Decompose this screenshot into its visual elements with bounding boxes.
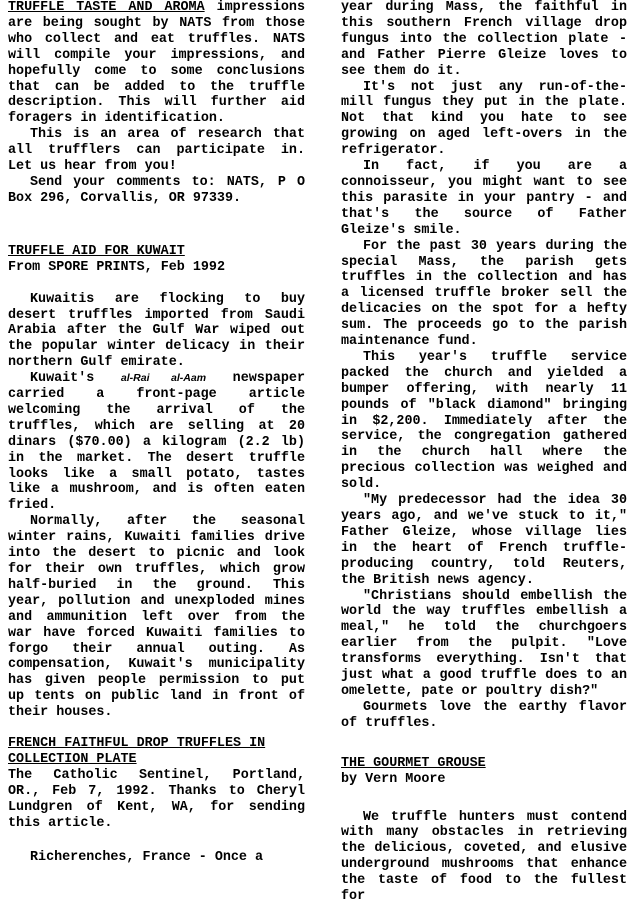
source-line: From SPORE PRINTS, Feb 1992 [8,259,225,275]
paragraph: In fact, if you are a connoisseur, you might want to see this parasite in your pantry - and that's the source of Father Gleize's smile. [341,159,627,238]
paragraph: We truffle hunters must contend with many obstacles in retrieving the delicious, coveted, and elusive underground mushrooms that enhance the taste of food to the fullest for [341,809,627,905]
headline-gourmet-grouse: THE GOURMET GROUSE [341,755,486,771]
paragraph: It's not just any run-of-the-mill fungus they put in the plate. Not that kind you hate to see growing on aged left-overs in the refrigerator. [341,79,627,159]
paragraph: impressions are being sought by NATS from those who collect and eat truffles. NATS will compile your impressions, and hopefully come to some conclusions that can be added to the truffle description. This will further aid foragers in identification. [8,0,305,127]
paragraph: Richerenches, France - Once a [30,849,264,865]
byline: by Vern Moore [341,771,446,787]
article-truffle-taste [8,0,305,127]
dateline: Richerenches, France [30,849,191,865]
source-name: SPORE PRINTS [48,259,145,275]
paragraph: Send your comments to: NATS, P O Box 296, Corvallis, OR 97339. [8,174,305,206]
paragraph: Gourmets love the earthy flavor of truffles. [341,699,627,731]
right-column [341,0,627,905]
source-name: The Catholic Sentinel [8,767,204,783]
headline-french-faithful: FRENCH FAITHFUL DROP TRUFFLES IN COLLECTION PLATE [8,736,266,767]
paragraph: Kuwaitis are flocking to buy desert truffles imported from Saudi Arabia after the Gulf War wiped out the popular winter delicacy in their northern Gulf emirate. [8,291,305,371]
paragraph: year during Mass, the faithful in this southern French village drop fungus into the collection plate - and Father Pierre Gleize loves to see them do it. [341,0,627,79]
left-column [8,0,305,865]
paragraph: For the past 30 years during the special Mass, the parish gets truffles in the collection and has a licensed truffle broker sell the delicacies on the spot for a hefty sum. The proceeds go to the parish maintenance fund. [341,238,627,350]
paragraph: This year's truffle service packed the church and yielded a bumper offering, with nearly 11 pounds of "black diamond" bringing in $2,200. Immediately after the service, the congregation gathered in the church hall where the precious collection was weighed and sold. [341,349,627,493]
source-paragraph: The Catholic Sentinel, Portland, OR., Feb 7, 1992. Thanks to Cheryl Lundgren of Kent, WA, for sending this article. [8,767,305,831]
paragraph: "Christians should embellish the world the way truffles embellish a meal," he told the churchgoers earlier from the pulpit. "Love transforms everything. Isn't that just what a good truffle does to an omelette, pate or poultry dish?" [341,588,627,699]
paragraph: This is an area of research that all trufflers can participate in. Let us hear from you! [8,127,305,175]
paragraph: Kuwait's al-Rai al-Aam newspaper carried a front-page article welcoming the arrival of the truffles, which are selling at 20 dinars ($70.00) a kilogram (2.2 lb) in the market. The desert truffle looks like a small potato, tastes like a mushroom, and is often eaten fried. [8,371,305,514]
headline-truffle-taste: TRUFFLE TASTE AND AROMA [8,0,205,15]
headline-truffle-aid: TRUFFLE AID FOR KUWAIT [8,243,185,259]
paragraph: Normally, after the seasonal winter rains, Kuwaiti families drive into the desert to picnic and look for their own truffles, which grow half-buried in the ground. This year, pollution and unexploded mines and ammunition left over from the war have forced Kuwaiti families to forgo their annual outing. As compensation, Kuwait's municipality has given people permission to put up tents on public land in front of their houses. [8,514,305,721]
newspaper-name: al-Rai al-Aam [120,372,207,385]
paragraph: "My predecessor had the idea 30 years ago, and we've stuck to it," Father Gleize, whose village lies in the heart of French truffle-producing country, told Reuters, the British news agency. [341,493,627,588]
